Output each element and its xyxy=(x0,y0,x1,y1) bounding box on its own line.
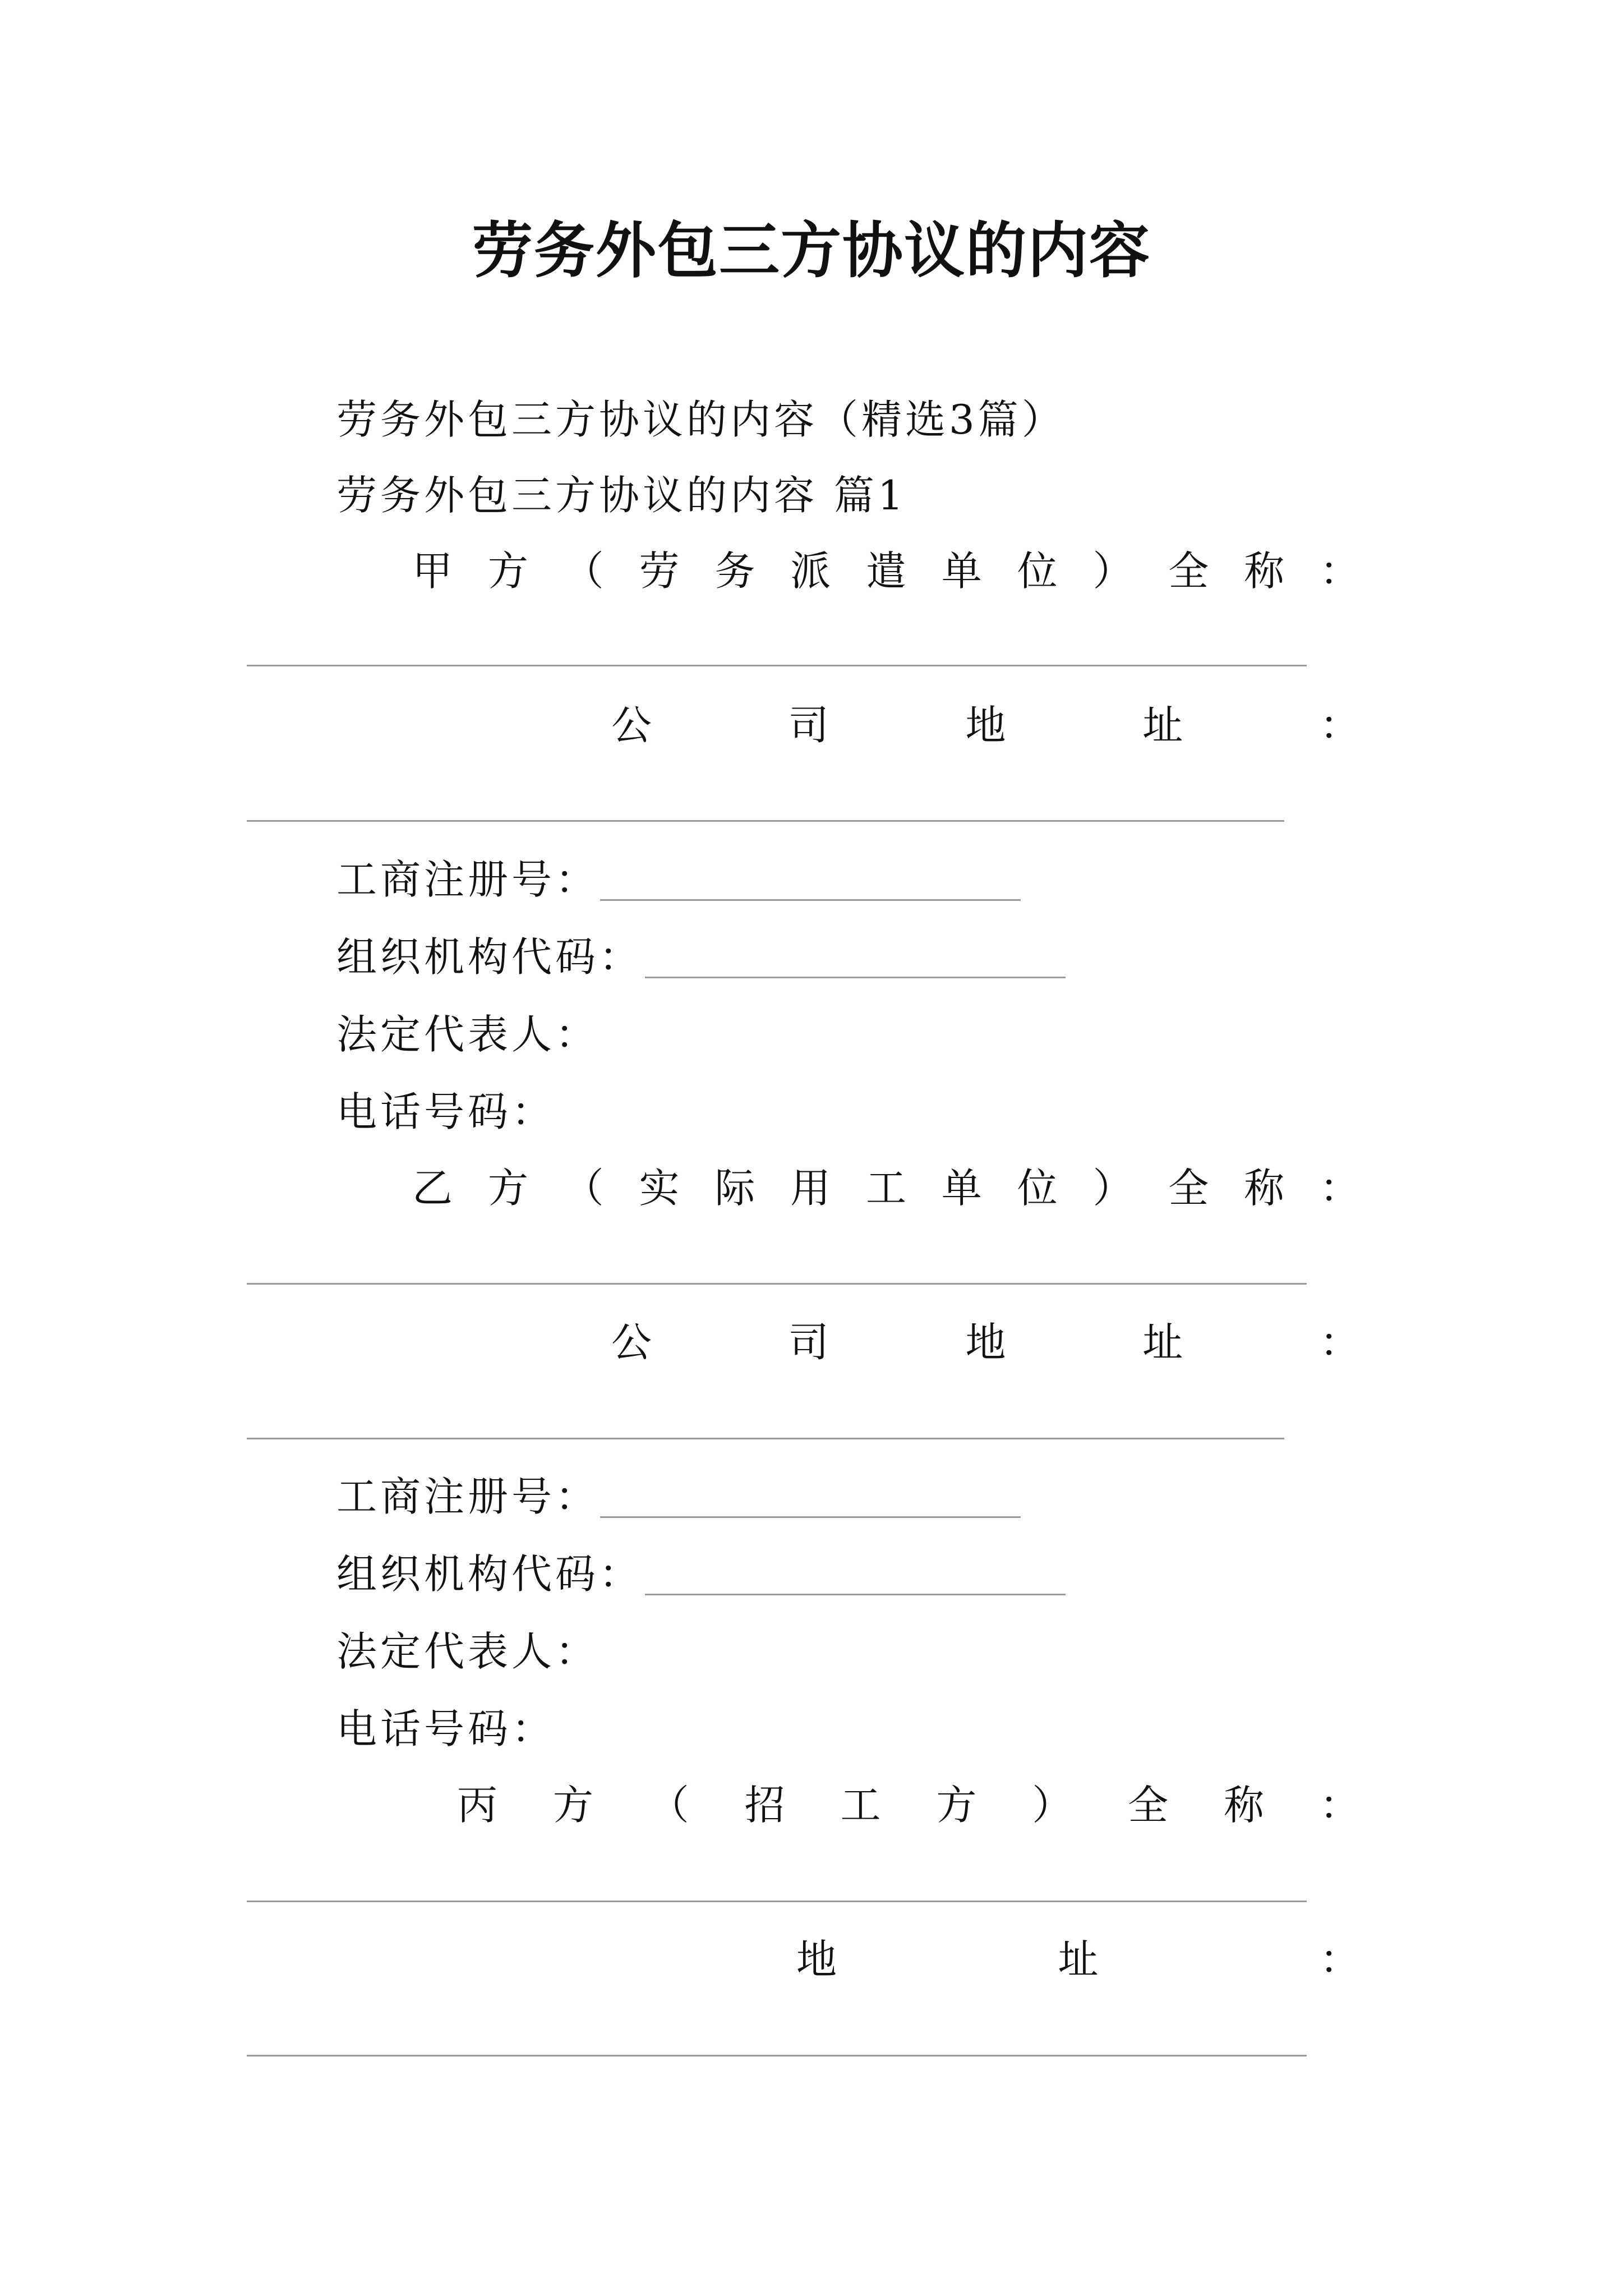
party-b-phone-label: 电话号码： xyxy=(336,1705,556,1752)
party-a-reg-no-label: 工商注册号： xyxy=(336,856,600,903)
party-b-org-code-label: 组织机构代码： xyxy=(336,1550,643,1598)
party-b-address-label: 公 司 地 址 ： xyxy=(611,1319,1360,1366)
party-a-name-fill-line[interactable] xyxy=(247,665,1307,666)
party-a-org-code-label: 组织机构代码： xyxy=(336,933,643,981)
party-b-legal-rep-label: 法定代表人： xyxy=(336,1628,600,1675)
party-c-address-fill-line[interactable] xyxy=(247,2055,1307,2056)
party-c-name-fill-line[interactable] xyxy=(247,1901,1307,1902)
party-a-name-label: 甲 方 （ 劳 务 派 遣 单 位 ） 全 称 ： xyxy=(412,547,1360,595)
party-a-legal-rep-label: 法定代表人： xyxy=(336,1011,600,1058)
party-c-name-label: 丙 方 （ 招 工 方 ） 全 称 ： xyxy=(457,1782,1360,1829)
party-b-reg-no-field[interactable] xyxy=(600,1516,1021,1518)
party-b-name-label: 乙 方 （ 实 际 用 工 单 位 ） 全 称 ： xyxy=(412,1165,1360,1212)
intro-line: 劳务外包三方协议的内容（精选3篇） xyxy=(336,396,1066,443)
party-a-phone-label: 电话号码： xyxy=(336,1088,556,1135)
party-a-org-code-field[interactable] xyxy=(645,977,1066,978)
document-title: 劳务外包三方协议的内容 xyxy=(472,215,1151,286)
party-a-address-fill-line[interactable] xyxy=(247,820,1284,822)
party-b-reg-no-label: 工商注册号： xyxy=(336,1473,600,1520)
party-c-address-label: 地 址 ： xyxy=(796,1936,1360,1983)
party-b-org-code-field[interactable] xyxy=(645,1594,1066,1595)
party-b-address-fill-line[interactable] xyxy=(247,1438,1284,1439)
party-b-name-fill-line[interactable] xyxy=(247,1283,1307,1285)
party-a-address-label: 公 司 地 址 ： xyxy=(611,702,1360,749)
section-heading: 劳务外包三方协议的内容 篇1 xyxy=(336,472,907,519)
party-a-reg-no-field[interactable] xyxy=(600,899,1021,901)
